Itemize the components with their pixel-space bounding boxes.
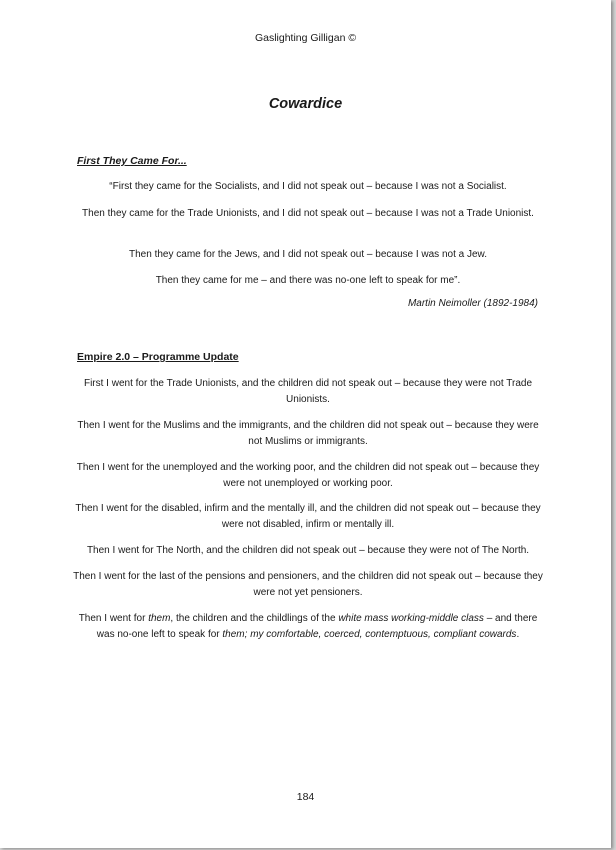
final-emphasis: them; my comfortable, coerced, contemptuous, compliant cowards — [222, 628, 517, 640]
poem-paragraph: First I went for the Trade Unionists, and the children did not speak out – because they were not Trade Unionists. — [83, 378, 533, 405]
quote-attribution: Martin Neimoller (1892-1984) — [407, 298, 538, 309]
quote-paragraph: Then they came for the Jews, and I did not speak out – because I was not a Jew. — [129, 249, 487, 260]
quote-paragraph: Then they came for me – and there was no-one left to speak for me”. — [155, 275, 461, 286]
poem-paragraph: Then I went for the last of the pensions and pensioners, and the children did not speak out – because they were not yet pensioners. — [73, 571, 543, 598]
running-header: Gaslighting Gilligan © — [254, 32, 357, 44]
poem-paragraph: Then I went for the Muslims and the immigrants, and the children did not speak out – because they were not Muslims or immigrants. — [77, 420, 539, 447]
poem-paragraph: Then I went for the disabled, infirm and the mentally ill, and the children did not speak out – because they were not disabled, infirm or mentally ill. — [75, 503, 541, 530]
final-emphasis: white mass working-middle class — [338, 613, 484, 624]
page-number: 184 — [296, 791, 315, 803]
final-text: . — [516, 628, 520, 640]
poem-paragraph: Then I went for the unemployed and the working poor, and the children did not speak out – because they were not unemployed or working poor. — [76, 462, 540, 489]
chapter-title: Cowardice — [268, 96, 343, 112]
section-heading-first-they-came: First They Came For... — [77, 155, 187, 167]
poem-paragraph: Then I went for The North, and the children did not speak out – because they were not of The North. — [86, 545, 530, 556]
final-text: – and there was no-one left to speak for — [96, 613, 538, 640]
final-text: , the children and the childlings of the — [170, 613, 339, 624]
quote-paragraph: “First they came for the Socialists, and I did not speak out – because I was not a Socialist. — [109, 181, 507, 192]
final-text: Then I went for — [78, 613, 149, 624]
section-heading-empire: Empire 2.0 – Programme Update — [77, 351, 239, 363]
quote-paragraph: Then they came for the Trade Unionists, and I did not speak out – because I was not a Trade Unionist. — [82, 208, 534, 219]
poem-final-paragraph — [70, 611, 546, 642]
final-emphasis: them — [148, 613, 171, 624]
